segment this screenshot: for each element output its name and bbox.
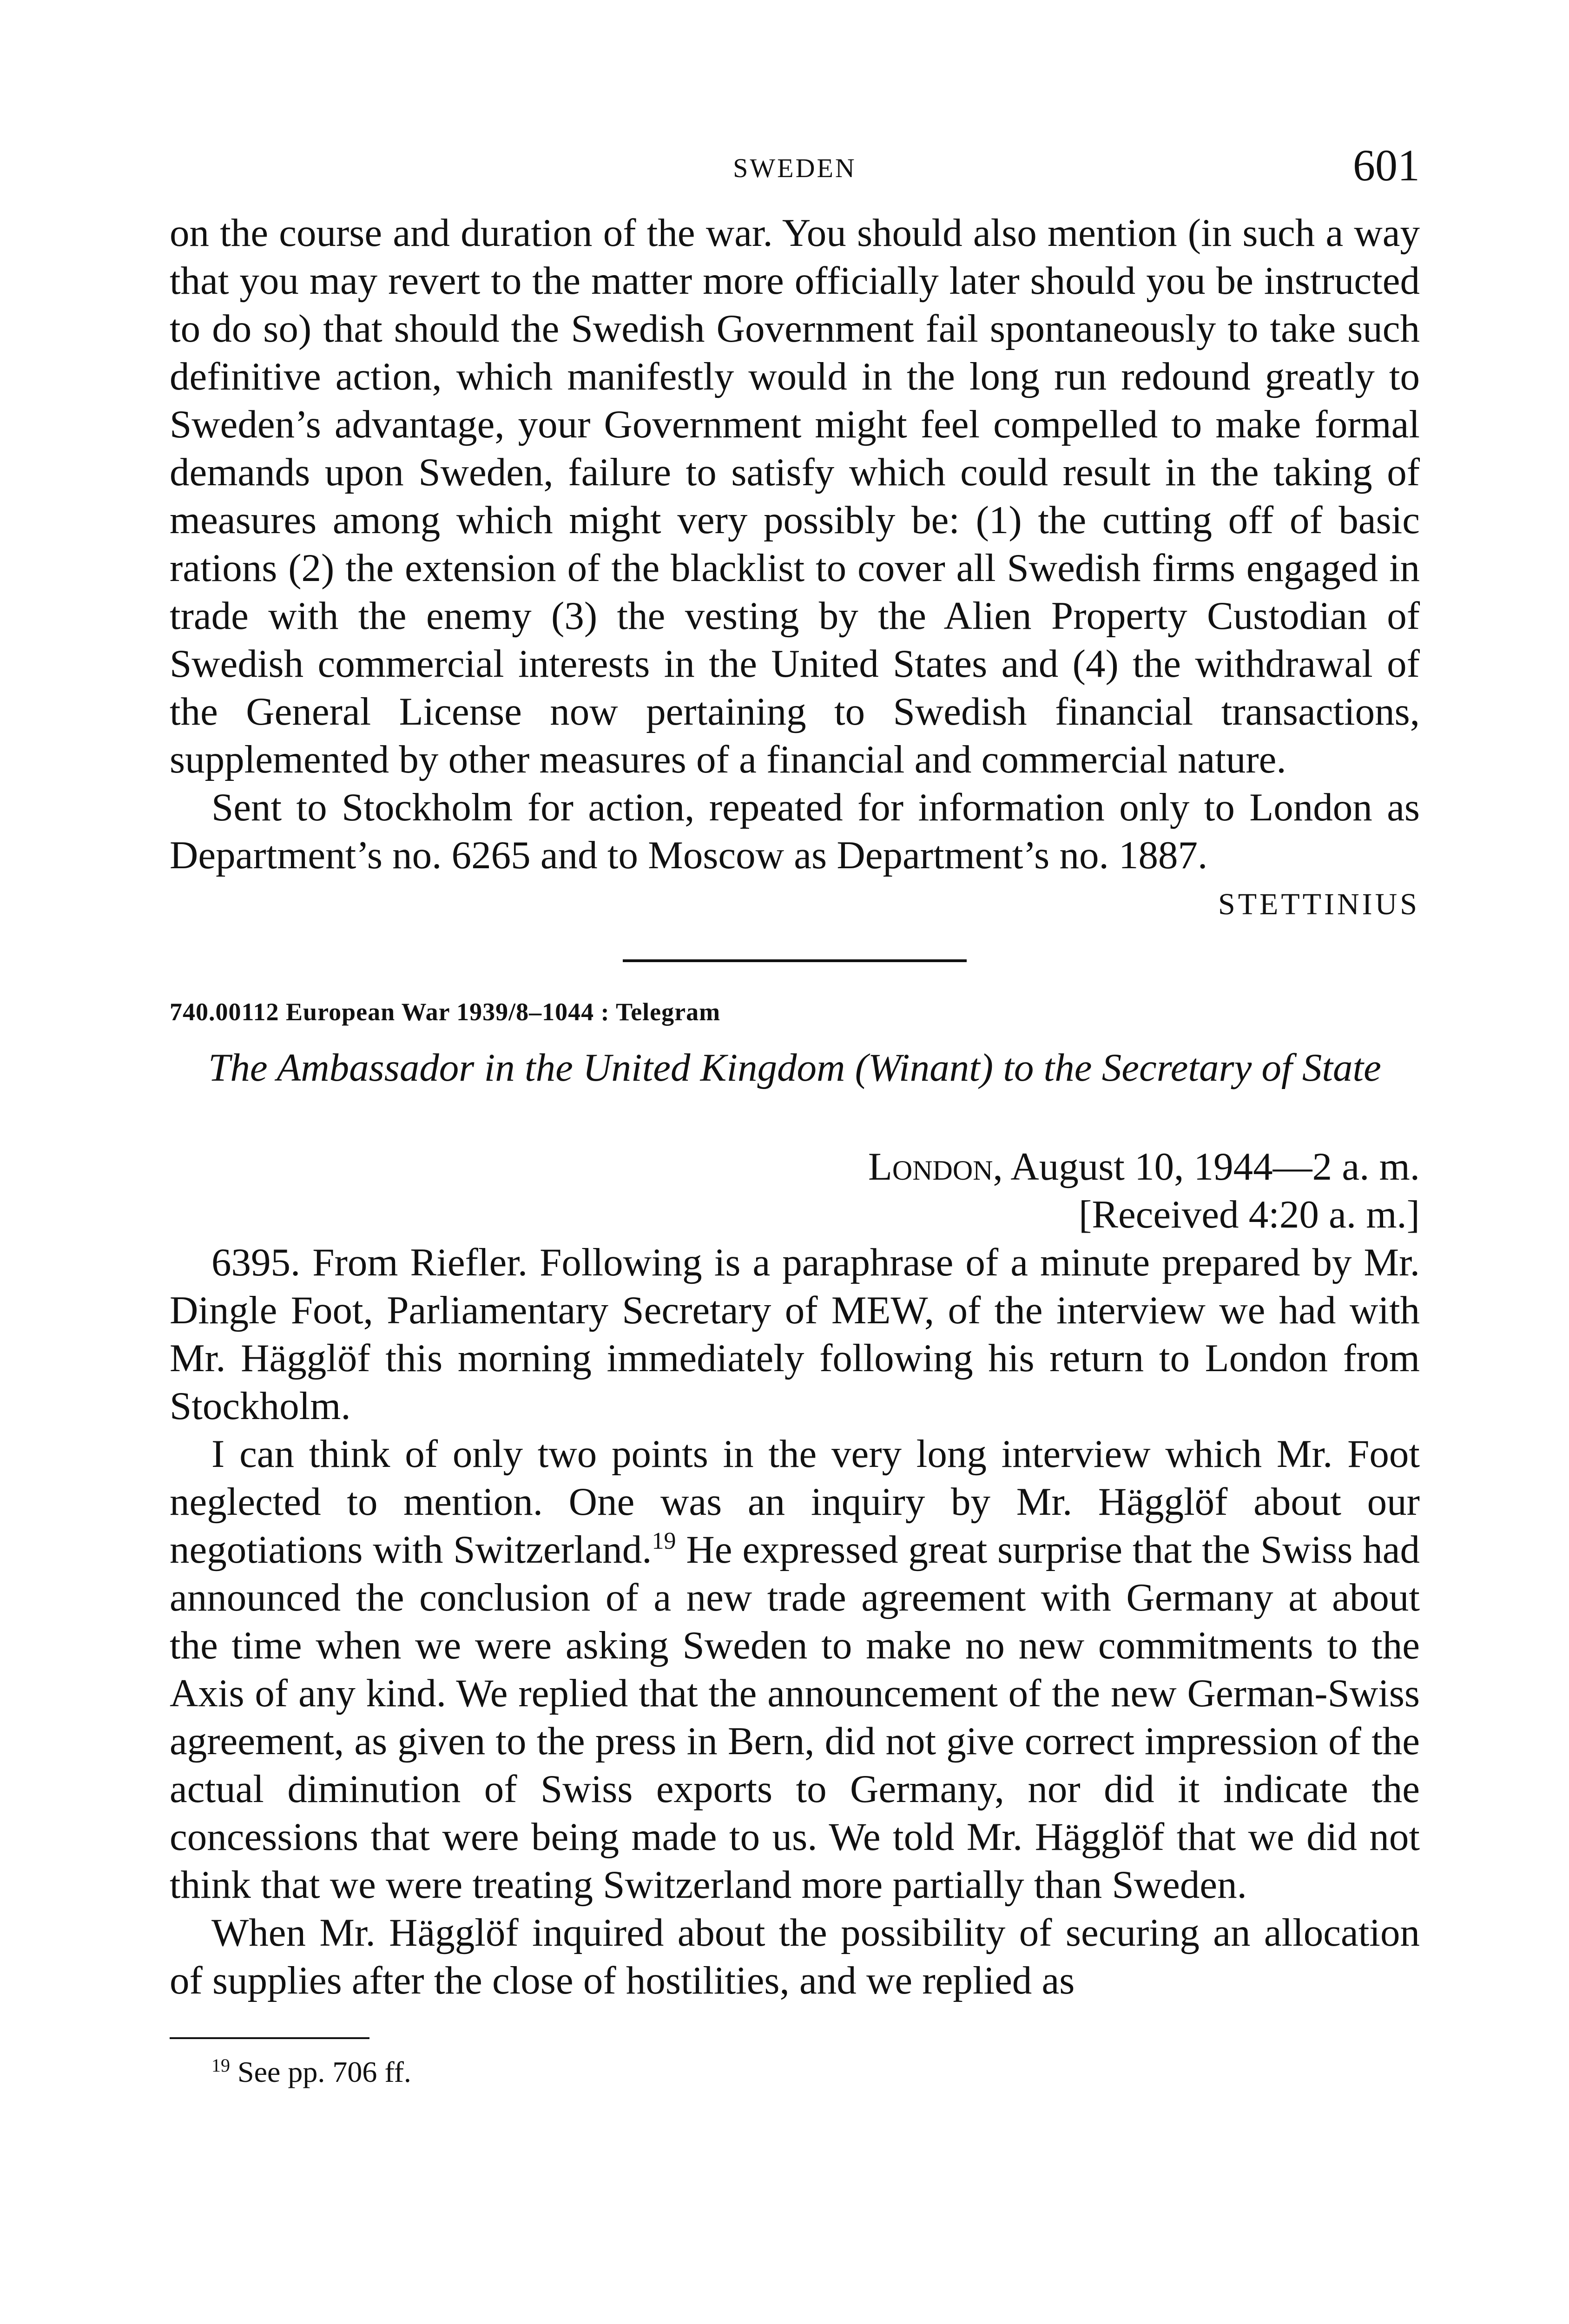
telegram-paragraph-2 [170,1430,1420,1909]
received-time: [Received 4:20 a. m.] [1078,1193,1420,1236]
dateline-place-date [170,1143,1420,1191]
dateline [170,1143,1420,1239]
page-number: 601 [1353,140,1420,190]
paragraph-2-text-b: He expressed great surprise that the Swiss had announced the conclusion of a new trade agreement with Germany at about the time when we were asking Sweden to make no new commitments to the Axis of any kind. We replied that the announcement of the new German-Swiss agreement, as given to the press in Bern, did not give correct impression of the actual diminution of Swiss exports to Germany, nor did it indicate the concessions that were being made to us. We told Mr. Hägglöf that we did not think that we were treating Switzerland more partially than Sweden. [170,1528,1420,1907]
document-title: The Ambassador in the United Kingdom (Winant) to the Secretary of State [208,1046,1381,1089]
telegram-body [170,1239,1420,2005]
running-head [170,139,1420,209]
telegram-paragraph-3: When Mr. Hägglöf inquired about the possibility of securing an allocation of supplies after the close of hostilities, and we replied as [170,1911,1420,2002]
section-divider [623,959,967,962]
dateline-date: , August 10, 1944—2 a. m. [993,1145,1420,1188]
paragraph-2-text-a: I can think of only two points in the very long interview which Mr. Foot neglected to mention. One was an inquiry by Mr. Hägglöf about our negotiations with Switzerland. [170,1432,1420,1571]
footnote-mark: 19 [211,2055,230,2076]
footnote-text: See pp. 706 ff. [237,2055,411,2088]
footnote-reference[interactable]: 19 [652,1528,676,1554]
continuation-paragraph-1: on the course and duration of the war. You should also mention (in such a way that you may revert to the matter more officially later should you be instructed to do so) that should the Swedish Government fail spontaneously to take such definitive action, which manifestly would in the long run redound greatly to Sweden’s advantage, your Government might feel compelled to make formal demands upon Sweden, failure to satisfy which could result in the taking of measures among which might very possibly be: (1) the cutting off of basic rations (2) the extension of the blacklist to cover all Swedish firms engaged in trade with the enemy (3) the vesting by the Alien Property Custodian of Swedish commercial interests in the United States and (4) the withdrawal of the General License now pertaining to Swedish financial transactions, supplemented by other measures of a financial and commercial nature. [170,211,1420,781]
running-title: SWEDEN [733,153,857,183]
footnote-divider [170,2037,369,2039]
file-reference: 740.00112 European War 1939/8–1044 : Telegram [170,998,721,1026]
signature: STETTINIUS [1218,887,1420,921]
telegram-paragraph-1: 6395. From Riefler. Following is a paraphrase of a minute prepared by Mr. Dingle Foot, Parliamentary Secretary of MEW, of the interview we had with Mr. Hägglöf this morning immediately following his return to London from Stockholm. [170,1241,1420,1428]
footnote [211,2055,1420,2089]
continuation-section [170,209,1420,879]
document-page [170,139,1420,2324]
dateline-city: London [868,1145,993,1188]
continuation-paragraph-2: Sent to Stockholm for action, repeated for information only to London as Department’s no. 6265 and to Moscow as Department’s no. 1887. [170,786,1420,877]
